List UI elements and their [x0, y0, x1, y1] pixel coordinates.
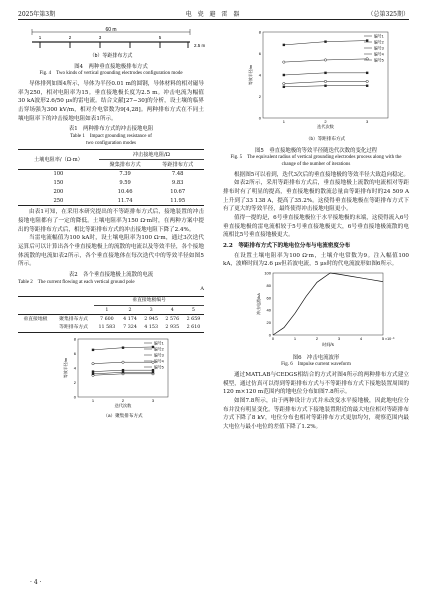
- journal-issue: 2025年第3期: [18, 11, 56, 18]
- right-column: [223, 26, 409, 432]
- paragraph: 如图7.8所示，由于两种设计方式并未改变水平接地极，因此地电位分布并没有明显变化。等距排布方式下接地装置附近的最大电位相对等距排布方式下降了8 kV，电位分布也相对等距排布方式更加均匀，观察范围内最大电位与最小电位的差值下降了1.2%。: [223, 397, 409, 430]
- table-row: [18, 179, 204, 188]
- table-cell: 7.48: [171, 171, 184, 178]
- table-cell: 2 659: [186, 316, 201, 322]
- figure-5a: [18, 335, 204, 425]
- table-cell: 4 153: [144, 325, 159, 331]
- table-row: [18, 170, 204, 179]
- legend-label: 编号1: [374, 34, 384, 39]
- x-tick-label: 1: [293, 335, 297, 341]
- table-cell: 200: [53, 189, 64, 196]
- table-1-title-en-2: two configuration modes: [86, 140, 136, 146]
- current-waveform-line: [273, 273, 383, 335]
- table-cell: 等距排布方式: [59, 325, 88, 331]
- x-tick-label: 1: [91, 397, 95, 403]
- y-tick-label: 6: [73, 350, 76, 356]
- y-tick-label: 100: [264, 270, 271, 276]
- chart-subcaption: （b）等距排布方式: [305, 136, 346, 141]
- y-tick-label: 4: [258, 72, 261, 78]
- table-cell: 11 583: [98, 325, 116, 331]
- dim-2-5m: 2.5 m: [194, 43, 206, 48]
- paragraph: 值得一提的是，6号垂直接地极位于水平接地极的末端，这使得流入6号垂直接地极的雷电流相较于5号垂直接地极更大，6号垂直接地极流散的电流相比5号垂直接地极更大。: [223, 215, 409, 239]
- data-point: [283, 86, 285, 88]
- left-column: [18, 26, 204, 425]
- legend-label: 编号2: [374, 40, 384, 45]
- legend-label: 编号3: [154, 353, 164, 358]
- table-1-title: 表1 两种排布方式的冲击接地电阻: [68, 126, 154, 133]
- data-point: [366, 39, 368, 41]
- figure-5b: [223, 26, 409, 148]
- x-tick-label: 2: [324, 119, 327, 124]
- data-point: [324, 72, 326, 74]
- plot-frame: [273, 273, 383, 335]
- figure-4b-subcaption: （b）等距排布方式: [89, 53, 133, 59]
- x-tick-label: 4: [359, 335, 363, 341]
- y-tick-label: 80: [266, 282, 271, 288]
- data-point: [366, 80, 368, 82]
- figure-5-caption: 图5 垂直接地极的等效半径随迭代次数的变化过程: [254, 147, 378, 154]
- legend-label: 编号1: [154, 341, 164, 346]
- pole-label-3: 3: [98, 35, 102, 40]
- table-cell: 10.67: [170, 189, 186, 196]
- table-2-title: 表2 各个垂直接地极上流散的电流: [68, 271, 154, 278]
- table-cell: [18, 324, 53, 333]
- data-point: [122, 371, 124, 373]
- table-header-c2: 等距排布方式: [162, 161, 194, 168]
- table-cell: 2 945: [144, 316, 159, 322]
- legend-label: 编号4: [374, 52, 384, 57]
- equidistant-layout-diagram: [18, 26, 204, 60]
- paragraph: 当雷电流幅值为100 kA时，设土壤电阻率为100 Ω·m，通过3次迭代运算后可以计算出各个垂直接地极上的流散的电流以及等效半径，各个接地体流散的电流如表2所示，各个垂直接地体在每次迭代中的等效半径如图5所示。: [18, 235, 204, 268]
- table-cell: 7 600: [100, 316, 114, 322]
- y-tick-label: 6: [258, 51, 261, 56]
- figure-4b: [18, 26, 204, 64]
- table-cell: 2 576: [165, 316, 180, 322]
- paragraph: 如表2所示，采用等距排布方式后，垂直接地极上流散的电流相对等距排布时有了明显的提高，垂直接地极的散流总量由等距排布时的24 509 A上升到了33 138 A，提高了35.2%。这使得垂直接地极在等距排布方式下有了更大的等效半径，最终使得冲击接地电阻更小。: [223, 180, 409, 213]
- section-heading: 2.2 等距排布方式下的地电位分布与电流密度分布: [223, 242, 351, 249]
- y-tick-label: 8: [73, 336, 76, 342]
- table-cell: 7 324: [123, 325, 137, 331]
- table-cell: 100: [53, 171, 64, 178]
- page-header: [18, 10, 409, 20]
- paragraph: 导体排列如图4所示，导体为半径0.01 m的圆钢，导体材料的相对磁导率为250，相对电阻率为15。垂直接地极长度为2.5 m。冲击电流为幅值30 kA波形2.6/50 μs的雷电流。结合文献[27−30]的分析，设土壤的临界击穿场强为300 kV/m，相对介电常数为9[4,28]。两种排布方式在不同土壤电阻率下的冲击接地电阻如表1所示。: [18, 80, 204, 122]
- y-tick-label: 0: [73, 394, 76, 400]
- data-point: [324, 40, 326, 42]
- figure-4-caption: 图4 两种垂直接地极排布方式: [74, 63, 148, 70]
- data-point: [92, 349, 94, 351]
- table-cell: 2 610: [186, 325, 201, 331]
- x-tick-label: 1: [282, 119, 285, 124]
- data-point: [92, 370, 94, 372]
- data-point: [366, 72, 368, 74]
- x-axis-label: 时间/s: [322, 341, 334, 347]
- data-point: [92, 372, 94, 374]
- figure-6-caption: 图6 冲击电流波形: [292, 354, 340, 361]
- y-tick-label: 40: [266, 307, 271, 313]
- table-row: [18, 188, 204, 197]
- data-point: [366, 58, 368, 60]
- table-1-title-en-1: Table 1 Impact grounding resistance of: [70, 133, 152, 139]
- equivalent-radius-chart-b: [223, 26, 409, 144]
- figure-5-caption-en: Fig. 5 The equivalent radius of vertical grounding electrodes process along with the change of the number of iterations: [230, 155, 402, 167]
- y-tick-label: 2: [73, 379, 76, 385]
- table-header-group: 垂直接地极编号: [94, 297, 204, 306]
- pole-label-2: 2: [68, 35, 72, 40]
- figure-4-caption-en: Fig. 4 Two kinds of vertical grounding electrodes configuration mode: [39, 71, 183, 77]
- table-cell: 150: [53, 180, 64, 187]
- x-axis-label: 迭代次数: [114, 402, 132, 408]
- x-tick-label: 2: [121, 397, 125, 403]
- y-tick-label: 4: [73, 365, 76, 371]
- table-header: 4: [170, 307, 174, 313]
- table-header: 2: [128, 307, 132, 313]
- paragraph: 在设置土壤电阻率为100 Ω·m，土壤介电常数为9。注入幅值100 kA，波峰时间为2.6 μs但若波电流，5 μs时的代电流波形如图6所示。: [223, 252, 409, 268]
- x-tick-label: 2: [315, 335, 319, 341]
- data-point: [324, 59, 326, 61]
- paragraph: 根据图5可以看到，迭代3次后的垂直接地极的等效半径大致趋向稳定。: [234, 171, 409, 178]
- impulse-current-chart: [223, 269, 409, 351]
- table-corner: [18, 297, 94, 315]
- table-cell: 11.74: [117, 197, 133, 204]
- table-row: [18, 197, 204, 206]
- table-header-rho: 土壤电阻率/（Ω·m）: [18, 150, 99, 170]
- pole-label-5: 5: [158, 35, 162, 40]
- journal-title: 电 瓷 避 雷 器: [185, 11, 242, 18]
- data-point: [324, 80, 326, 82]
- table-1: [18, 149, 204, 206]
- legend-label: 编号5: [154, 365, 164, 370]
- table-cell: 聚集排布方式: [59, 316, 88, 322]
- x-tick-label: 3: [151, 397, 155, 403]
- paragraph: 通过MATLAB与CEDGS相结合的方式对图4所示的两种排布方式建立模型，通过仿真可以得到等距排布方式与不等距排布方式下接地装置周围的120 m×120 m范围内的地电位分布如图7.8所示。: [223, 371, 409, 396]
- table-cell: 11.95: [170, 197, 186, 204]
- total-issue: （总第325期）: [367, 11, 409, 18]
- page-number: · 4 ·: [30, 579, 42, 586]
- table-header-c1: 聚集排布方式: [109, 161, 141, 168]
- y-tick-label: 0: [268, 332, 271, 338]
- legend-label: 编号3: [374, 46, 384, 51]
- y-tick-label: 8: [258, 29, 261, 35]
- table-row: [18, 315, 204, 324]
- data-point: [122, 361, 124, 363]
- data-point: [152, 371, 154, 373]
- table-cell: 9.83: [171, 180, 184, 187]
- data-point: [283, 61, 285, 63]
- pole-label-1: 1: [38, 35, 42, 40]
- data-point: [122, 346, 124, 348]
- legend-label: 编号5: [374, 58, 384, 63]
- paragraph: 由表1可知，在采用本研究提出的不等距排布方式后，接地装置的冲击接地电阻都有了一定的降低。土壤电阻率为150 Ω·m时，在两种方案中提出的等距排布方式后，相比等距排布方式的冲击接地电阻下降了2.4%。: [18, 209, 204, 233]
- y-axis-label: 等效半径/m: [63, 357, 68, 379]
- equivalent-radius-chart-a: [18, 335, 204, 421]
- legend-label: 编号2: [154, 347, 164, 352]
- data-point: [324, 85, 326, 87]
- table-header: 1: [105, 307, 109, 313]
- y-tick-label: 0: [258, 115, 261, 121]
- table-row: [18, 324, 204, 333]
- x-axis-label: 迭代次数: [317, 124, 334, 129]
- y-tick-label: 20: [266, 320, 271, 326]
- plot-frame: [263, 32, 388, 118]
- data-point: [283, 44, 285, 46]
- x-tick-label: 3: [366, 119, 369, 124]
- table-header: 5: [191, 307, 195, 313]
- data-point: [283, 74, 285, 76]
- legend-label: 编号4: [154, 359, 164, 364]
- chart-subcaption: （a）聚集排布方式: [103, 412, 143, 418]
- figure-6-caption-en: Fig. 6 Impulse current waveform: [281, 362, 351, 368]
- x-tick-label: 5: [381, 335, 385, 341]
- x-axis-exponent: ×10⁻⁶: [385, 336, 395, 341]
- table-2-unit: A: [200, 286, 204, 293]
- x-tick-label: 0: [271, 335, 275, 341]
- table-cell: 7.39: [119, 171, 131, 178]
- table-cell: 10.46: [117, 189, 133, 196]
- table-2: [18, 296, 204, 333]
- y-axis-label: 等效半径/m: [248, 64, 253, 86]
- table-cell: 2 935: [165, 325, 180, 331]
- y-tick-label: 2: [258, 94, 261, 99]
- table-cell: 250: [53, 197, 64, 204]
- table-2-title-en: Table 2 The current flowing at each vertical ground pole: [18, 279, 135, 285]
- data-point: [122, 369, 124, 371]
- data-point: [366, 85, 368, 87]
- dim-60m: 60 m: [105, 27, 117, 33]
- table-cell: 9.59: [119, 180, 131, 187]
- figure-6: [223, 269, 409, 355]
- table-cell: 垂直接地极: [23, 316, 48, 322]
- table-header-group: 冲击接地电阻/Ω: [99, 150, 204, 160]
- table-cell: 4 174: [123, 316, 137, 322]
- y-tick-label: 60: [266, 295, 271, 301]
- data-point: [283, 82, 285, 84]
- table-header: 3: [149, 307, 153, 313]
- x-tick-label: 3: [337, 335, 341, 341]
- y-axis-label: 冲击电流/kA: [256, 293, 261, 315]
- data-point: [92, 362, 94, 364]
